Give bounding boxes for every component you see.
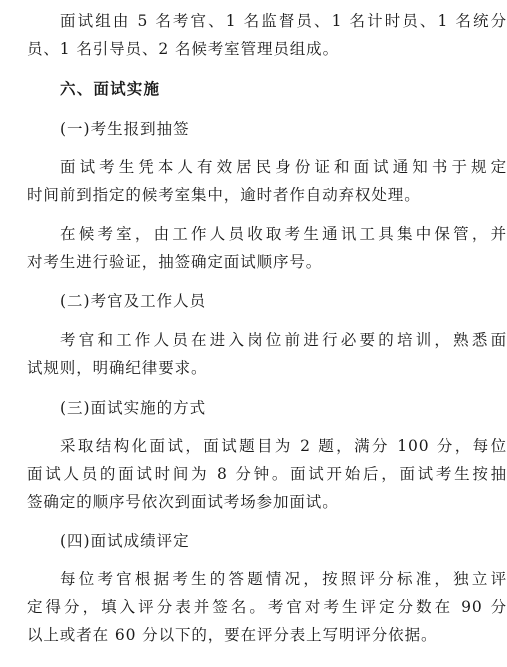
subsection-heading: (一)考生报到抽签 [60,120,190,138]
paragraph-line: 面试人员的面试时间为 8 分钟。面试开始后，面试考生按抽 [27,465,507,483]
paragraph-line: 面试组由 5 名考官、1 名监督员、1 名计时员、1 名统分 [60,12,507,30]
subsection-heading: (四)面试成绩评定 [60,532,190,550]
paragraph-line: 试规则，明确纪律要求。 [27,359,208,377]
subsection-heading: (三)面试实施的方式 [60,399,207,417]
paragraph-line: 对考生进行验证，抽签确定面试顺序号。 [27,253,323,271]
subsection-heading: (二)考官及工作人员 [60,292,207,310]
paragraph-line: 考官和工作人员在进入岗位前进行必要的培训，熟悉面 [60,331,507,349]
paragraph-line: 签确定的顺序号依次到面试考场参加面试。 [27,493,339,511]
paragraph-line: 每位考官根据考生的答题情况，按照评分标准，独立评 [60,570,507,588]
paragraph-line: 员、1 名引导员、2 名候考室管理员组成。 [27,40,339,58]
section-heading: 六、面试实施 [60,80,161,98]
paragraph-line: 以上或者在 60 分以下的，要在评分表上写明评分依据。 [27,626,438,644]
paragraph-line: 面试考生凭本人有效居民身份证和面试通知书于规定 [60,158,507,176]
paragraph-line: 定得分，填入评分表并签名。考官对考生评定分数在 90 分 [27,598,507,616]
paragraph-line: 采取结构化面试，面试题目为 2 题，满分 100 分，每位 [60,437,507,455]
paragraph-line: 时间前到指定的候考室集中，逾时者作自动弃权处理。 [27,186,421,204]
paragraph-line: 在候考室，由工作人员收取考生通讯工具集中保管，并 [60,225,507,243]
